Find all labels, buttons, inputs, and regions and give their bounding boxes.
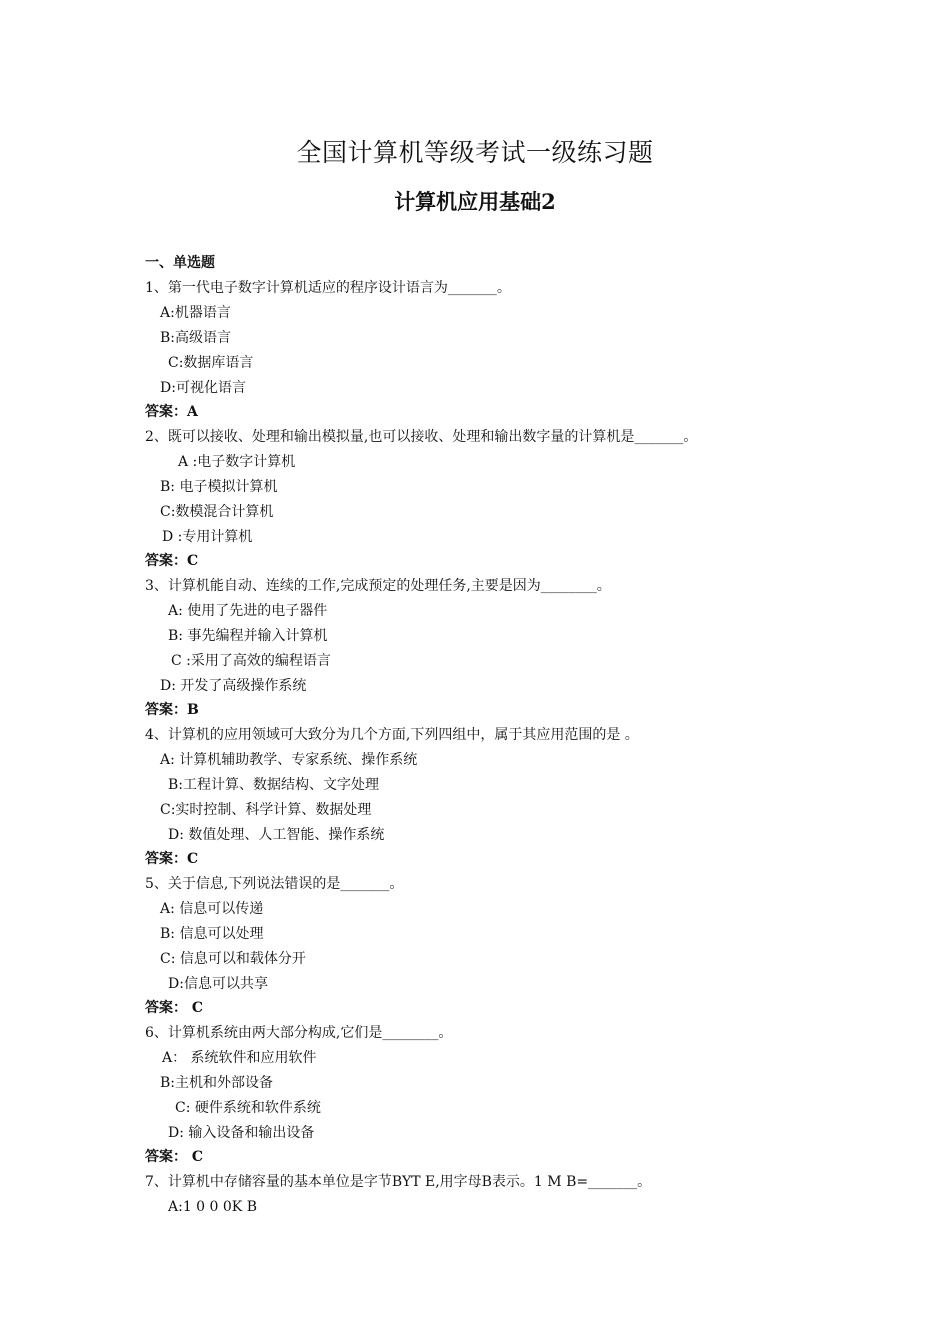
option-a: A:机器语言	[160, 305, 231, 321]
question-stem: 6、计算机系统由两大部分构成,它们是________。	[145, 1025, 453, 1041]
question-stem: 1、第一代电子数字计算机适应的程序设计语言为_______。	[145, 280, 511, 296]
option-d: D :专用计算机	[162, 529, 253, 545]
answer: 答案：B	[145, 702, 199, 718]
question-stem: 3、计算机能自动、连续的工作,完成预定的处理任务,主要是因为________。	[145, 578, 611, 594]
option-d: D:可视化语言	[160, 380, 246, 396]
option-b: B:工程计算、数据结构、文字处理	[168, 777, 380, 793]
option-d: D: 数值处理、人工智能、操作系统	[168, 827, 385, 843]
option-b: B: 事先编程并输入计算机	[168, 628, 328, 644]
option-a: A: 使用了先进的电子器件	[168, 603, 328, 619]
option-b: B:高级语言	[160, 330, 232, 346]
option-c: C :采用了高效的编程语言	[171, 653, 331, 669]
option-d: D:信息可以共享	[168, 976, 268, 992]
option-a: A： 系统软件和应用软件	[162, 1050, 317, 1066]
answer: 答案：C	[145, 851, 199, 867]
option-a: A: 信息可以传递	[160, 901, 264, 917]
answer: 答案： C	[145, 1000, 204, 1016]
question-stem: 5、关于信息,下列说法错误的是_______。	[145, 876, 404, 892]
option-d: D: 开发了高级操作系统	[160, 678, 307, 694]
option-a: A:1 0 0 0K B	[168, 1199, 258, 1215]
option-c: C:数据库语言	[168, 355, 254, 371]
option-c: C:数模混合计算机	[160, 504, 274, 520]
option-b: B: 信息可以处理	[160, 926, 264, 942]
question-stem: 4、计算机的应用领域可大致分为几个方面,下列四组中，属于其应用范围的是 。	[145, 727, 639, 743]
option-b: B: 电子模拟计算机	[160, 479, 278, 495]
answer: 答案： C	[145, 1149, 204, 1165]
answer: 答案：A	[145, 404, 198, 420]
option-a: A :电子数字计算机	[178, 454, 296, 470]
question-stem: 2、既可以接收、处理和输出模拟量,也可以接收、处理和输出数字量的计算机是_______。	[145, 429, 698, 445]
question-stem: 7、计算机中存储容量的基本单位是字节BYT E,用字母B表示。1 M B=_______。	[145, 1174, 652, 1190]
document-subtitle: 计算机应用基础2	[394, 189, 556, 214]
section-heading: 一、单选题	[145, 255, 215, 271]
option-d: D: 输入设备和输出设备	[168, 1125, 315, 1141]
option-c: C: 硬件系统和软件系统	[175, 1100, 321, 1116]
option-c: C:实时控制、科学计算、数据处理	[160, 802, 372, 818]
answer: 答案：C	[145, 553, 199, 569]
option-b: B:主机和外部设备	[160, 1075, 274, 1091]
option-a: A: 计算机辅助教学、专家系统、操作系统	[160, 752, 418, 768]
document-title: 全国计算机等级考试一级练习题	[296, 138, 654, 167]
option-c: C: 信息可以和载体分开	[160, 951, 306, 967]
